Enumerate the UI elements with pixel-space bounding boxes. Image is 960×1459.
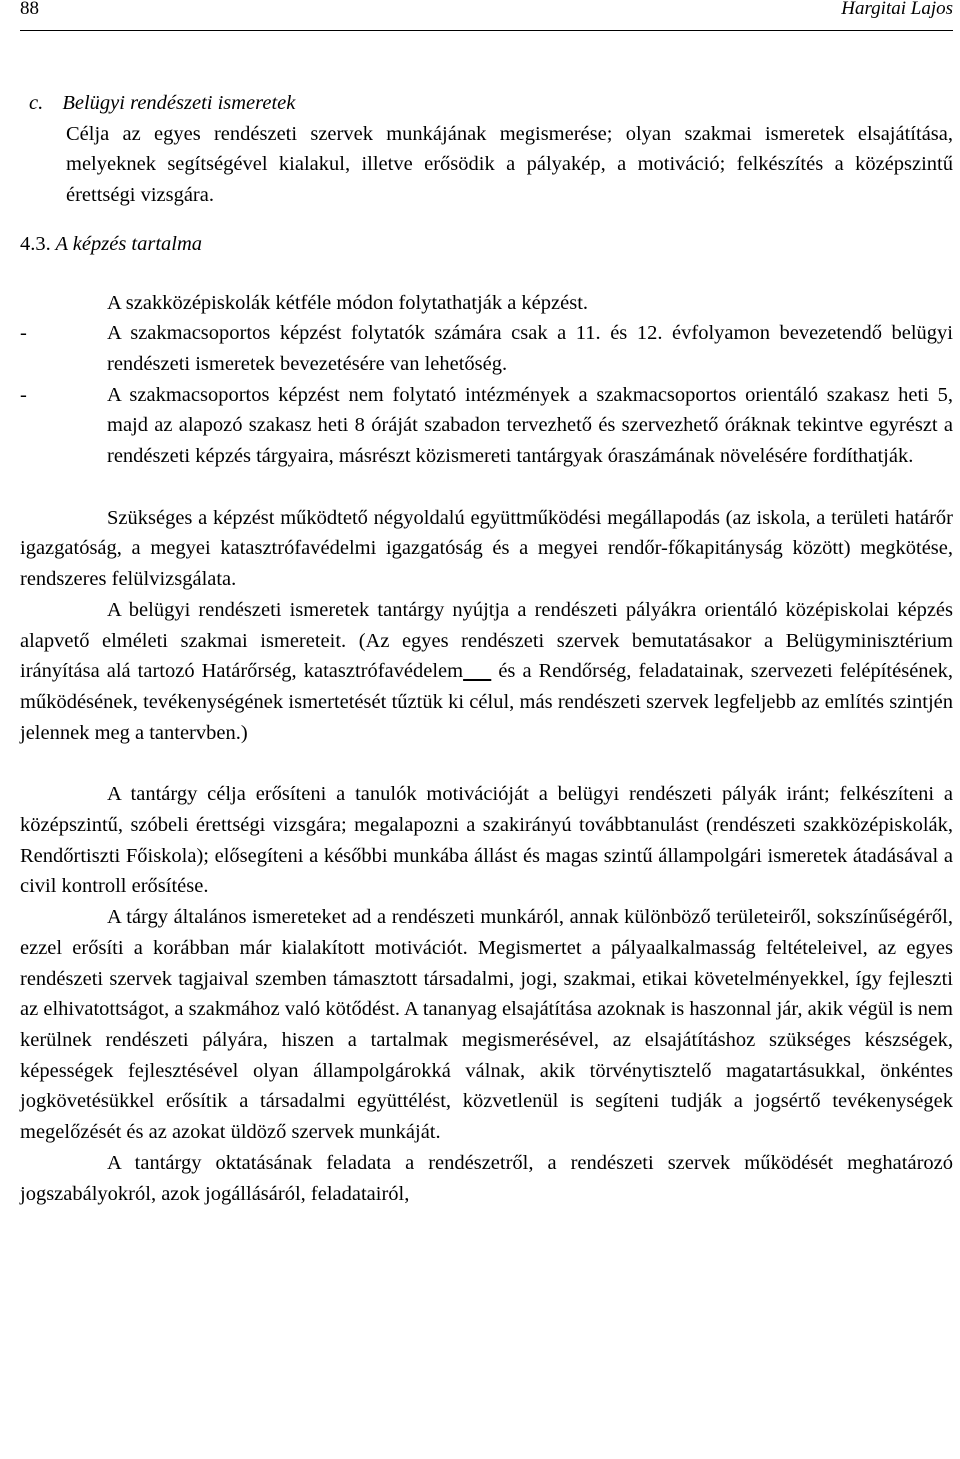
list-dash: -: [20, 383, 27, 406]
section-title: A képzés tartalma: [55, 232, 203, 255]
paragraph: A tantárgy célja erősíteni a tanulók motivációját a belügyi rendészeti pályák iránt; felkészíteni a középszintű, szóbeli érettségi vizsgára; megalapozni a szakirányú továbbtanulást (rendészeti szakközépiskolák, Rendőrtiszti Főiskola); elősegíteni a későbbi munkába állást és magas szintű állampolgári ismeretek átadásával a civil kontroll erősítése.: [20, 783, 953, 898]
paragraph-text: A belügyi rendészeti ismeretek tantárgy nyújtja a rendészeti pályákra orientáló középiskolai képzés alapvető elméleti szakmai ismereteit. (Az egyes rendészeti szervek bemutatásakor a Belügyminisztérium irányítása alá tartozó Határőrség, katasztrófavédelem: [20, 598, 953, 683]
section-heading: [20, 229, 953, 260]
list-item: [20, 380, 953, 472]
paragraph: [20, 595, 953, 749]
section-number: 4.3.: [20, 232, 51, 255]
page-header: [20, 0, 953, 31]
running-author: Hargitai Lajos: [841, 0, 953, 19]
underlined-gap: [463, 660, 491, 682]
page-number: 88: [20, 0, 39, 19]
section-c-marker: c.: [29, 92, 44, 114]
paragraph: A tantárgy oktatásának feladata a rendészetről, a rendészeti szervek működését meghatározó jogszabályokról, azok jogállásáról, feladatairól,: [20, 1151, 953, 1205]
list-item: [20, 318, 953, 379]
intro-line: A szakközépiskolák kétféle módon folytathatják a képzést.: [107, 291, 589, 314]
section-c-heading: [20, 88, 953, 119]
list-item-text: A szakmacsoportos képzést nem folytató intézmények a szakmacsoportos orientáló szakasz heti 5, majd az alapozó szakasz heti 8 óráját szabadon tervezhető és szervezhető óráknak tekintve egyrészt a rendészeti képzés tárgyaira, másrészt közismereti tantárgyak óraszámának növelésére fordíthatják.: [107, 383, 953, 468]
list-item-text: A szakmacsoportos képzést folytatók számára csak a 11. és 12. évfolyamon bevezetendő belügyi rendészeti ismeretek bevezetésére van lehetőség.: [107, 322, 953, 375]
list-dash: -: [20, 322, 27, 345]
section-c-body: Célja az egyes rendészeti szervek munkájának megismerése; olyan szakmai ismeretek elsajátítása, melyeknek segítségével kialakul, illetve erősödik a pályakép, a motiváció; felkészítés a középszintű érettségi vizsgára.: [66, 122, 953, 207]
document-page: [20, 0, 953, 1209]
paragraph-text: és a Rendőrség, feladatainak, szervezeti felépítésének, működésének, tevékenységének ismertetését tűztük ki célul, más rendészeti szervek legfeljebb az említés szintjén jelennek meg a tantervben.): [20, 660, 954, 744]
paragraph: Szükséges a képzést működtető négyoldalú együttműködési megállapodás (az iskola, a területi határőr igazgatóság, a megyei katasztrófavédelmi igazgatóság és a megyei rendőr-főkapitányság között) megkötése, rendszeres felülvizsgálata.: [20, 506, 953, 591]
paragraph: A tárgy általános ismereteket ad a rendészeti munkáról, annak különböző területeiről, sokszínűségéről, ezzel erősíti a korábban már kialakított motivációt. Megismertet a pályaalkalmasság feltételeivel, az egyes rendészeti szervek tagjaival szemben támasztott társadalmi, jogi, szakmai, etikai követelményekkel, így fejleszti az elhivatottságot, a szakmához való kötődést. A tananyag elsajátítása azoknak is haszonnal jár, akik végül is nem kerülnek rendészeti pályára, hiszen a tartalmak megismerésével, az elsajátításhoz szükséges készségek, képességek fejlesztésével olyan állampolgárokká válnak, akik törvénytisztelő magatartásukkal, önkéntes jogkövetésükkel erősítik a társadalmi együttélést, közvetlenül is segíteni tudják a jogsértő tevékenységek megelőzését és az azokat üldöző szervek munkáját.: [20, 906, 953, 1144]
section-c-title: Belügyi rendészeti ismeretek: [62, 92, 296, 114]
